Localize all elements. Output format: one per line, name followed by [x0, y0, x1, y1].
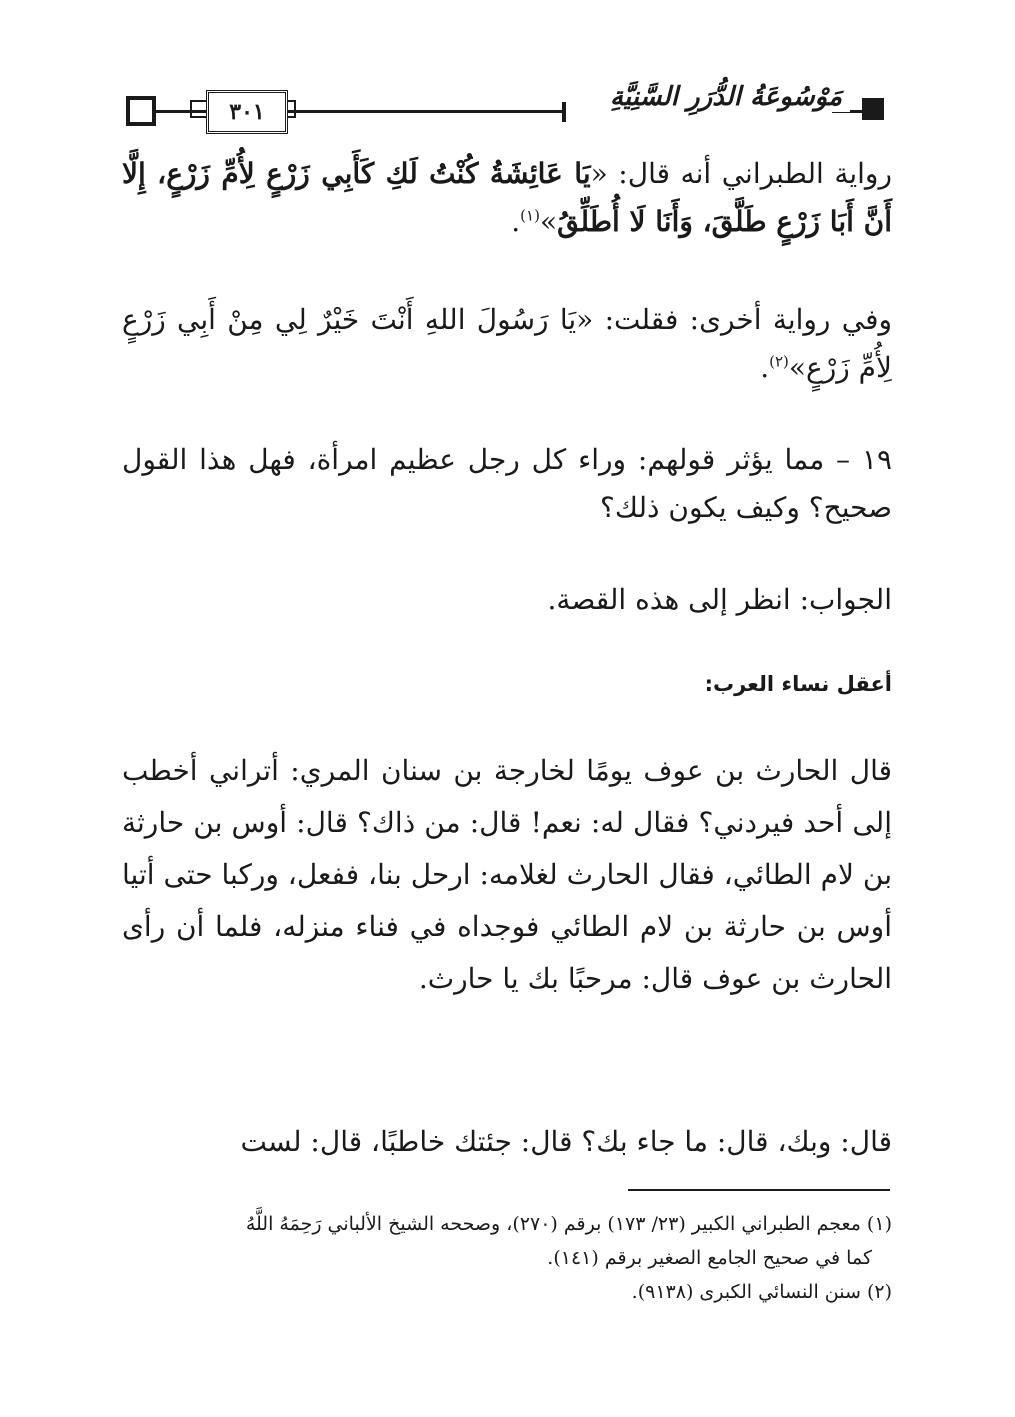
- paragraph-tabarani: [122, 150, 892, 246]
- paragraph-text: رواية الطبراني أنه قال: «: [590, 157, 892, 190]
- ornament-filled-square: [862, 98, 884, 120]
- section-heading: أعقل نساء العرب:: [704, 672, 892, 696]
- paragraph-end: .: [760, 351, 770, 384]
- header-rule-middle: [282, 110, 562, 113]
- footnote-ref: (٢): [769, 352, 789, 371]
- paragraph-text: وفي رواية أخرى: فقلت: «: [576, 303, 892, 336]
- hadith-quote: يَا عَائِشَةُ كُنْتُ لَكِ كَأَبِي زَرْعٍ لِأُمِّ زَرْعٍ، إِلَّا أَنَّ أَبَا زَرْعٍ طَلَّقَ، وَأَنَا لَا أُطَلِّقُ: [122, 157, 892, 238]
- ornament-hollow-square: [126, 96, 156, 126]
- footnote-1: (١) معجم الطبراني الكبير (٢٣/ ١٧٣) برقم (٢٧٠)، وصححه الشيخ الألباني رَحِمَهُ اللَّهُ: [245, 1213, 892, 1235]
- page-number: ٣٠١: [206, 90, 288, 134]
- paragraph-other-narration: [122, 296, 892, 392]
- paragraph-end: .: [511, 205, 521, 238]
- hadith-quote: يَا رَسُولَ اللهِ أَنْتَ خَيْرٌ لِي مِنْ أَبِي زَرْعٍ لِأُمِّ زَرْعٍ: [122, 303, 892, 384]
- footnote-ref: (١): [520, 206, 540, 225]
- quote-close: »: [788, 351, 807, 384]
- question-19: ١٩ – مما يؤثر قولهم: وراء كل رجل عظيم امرأة، فهل هذا القول صحيح؟ وكيف يكون ذلك؟: [122, 443, 892, 524]
- ornament-tick: [562, 102, 566, 122]
- story-continuation: قال: وبك، قال: ما جاء بك؟ قال: جئتك خاطبًا، قال: لست: [240, 1125, 892, 1158]
- footnote-1-continued: كما في صحيح الجامع الصغير برقم (١٤١).: [547, 1247, 872, 1269]
- footnote-separator: [628, 1189, 890, 1191]
- story-paragraph: قال الحارث بن عوف يومًا لخارجة بن سنان المري: أتراني أخطب إلى أحد فيردني؟ فقال له: نعم! قال: من ذاك؟ قال: أوس بن حارثة بن لام الطائي، فقال الحارث لغلامه: ارحل بنا، ففعل، وركبا حتى أتيا أوس بن حارثة بن لام الطائي فوجداه في فناء منزله، فلما أن رأى الحارث بن عوف قال: مرحبًا بك يا حارث.: [122, 754, 892, 995]
- quote-close: »: [539, 205, 558, 238]
- answer: الجواب: انظر إلى هذه القصة.: [547, 583, 892, 616]
- page-header: [118, 82, 896, 138]
- footnote-2: (٢) سنن النسائي الكبرى (٩١٣٨).: [631, 1281, 892, 1303]
- book-title: مَوْسُوعَةُ الدُّرَرِ السَّنِيَّةِ: [602, 82, 850, 112]
